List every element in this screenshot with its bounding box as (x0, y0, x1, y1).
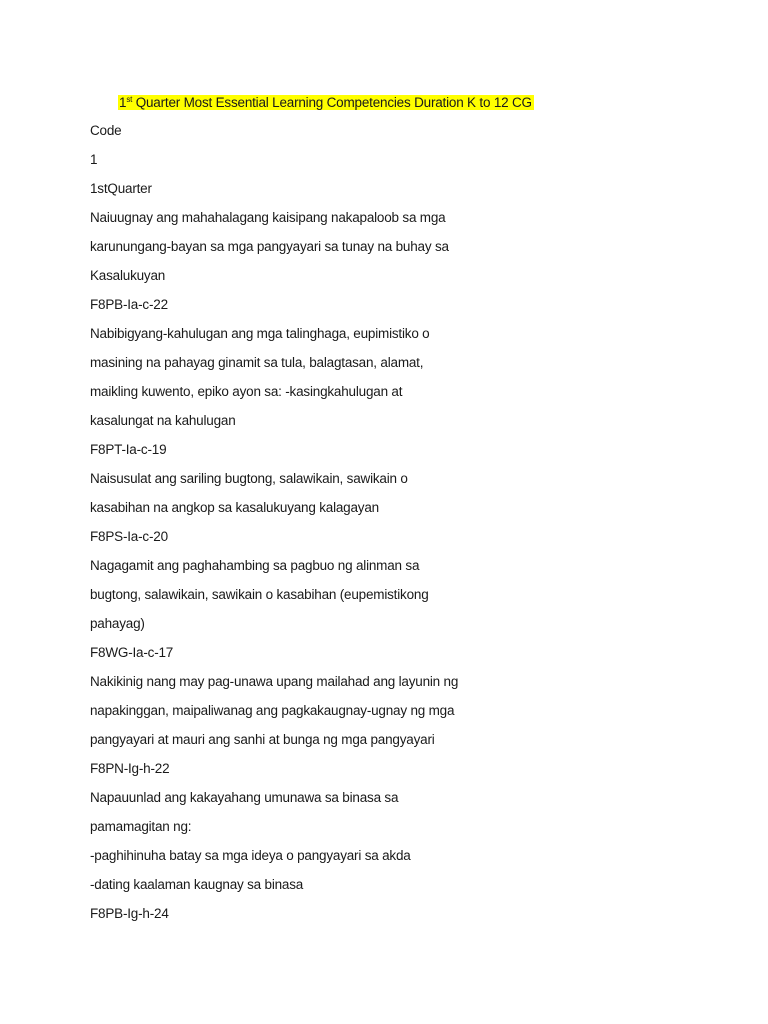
text-line: Nakikinig nang may pag-unawa upang mailahad ang layunin ng (90, 674, 459, 689)
text-line: F8PB-Ig-h-24 (90, 906, 169, 921)
text-line: F8PN-Ig-h-22 (90, 761, 170, 776)
document-body (90, 121, 730, 933)
title-text: Quarter Most Essential Learning Competencies Duration K to 12 CG (132, 95, 532, 110)
text-line: pamamagitan ng: (90, 819, 192, 834)
text-line: Nagagamit ang paghahambing sa pagbuo ng alinman sa (90, 558, 420, 573)
text-line: bugtong, salawikain, sawikain o kasabihan (eupemistikong (90, 587, 429, 602)
text-line: F8PB-Ia-c-22 (90, 297, 168, 312)
text-line: kasabihan na angkop sa kasalukuyang kalagayan (90, 500, 379, 515)
text-line: pahayag) (90, 616, 145, 631)
text-line: napakinggan, maipaliwanag ang pagkakaugnay-ugnay ng mga (90, 703, 455, 718)
text-line: F8WG-Ia-c-17 (90, 645, 174, 660)
text-line: F8PS-Ia-c-20 (90, 529, 168, 544)
text-line: kasalungat na kahulugan (90, 413, 236, 428)
title-ordinal-number: 1 (119, 95, 127, 110)
text-line: pangyayari at mauri ang sanhi at bunga ng mga pangyayari (90, 732, 435, 747)
title-ordinal-suffix: st (126, 95, 133, 104)
text-line: -dating kaalaman kaugnay sa binasa (90, 877, 304, 892)
title-highlight (118, 95, 534, 110)
text-line: 1stQuarter (90, 181, 152, 196)
document-title (118, 92, 534, 114)
text-line: karunungang-bayan sa mga pangyayari sa tunay na buhay sa (90, 239, 449, 254)
text-line: maikling kuwento, epiko ayon sa: -kasingkahulugan at (90, 384, 403, 399)
text-line: Naisusulat ang sariling bugtong, salawikain, sawikain o (90, 471, 408, 486)
text-line: masining na pahayag ginamit sa tula, balagtasan, alamat, (90, 355, 424, 370)
text-line: Kasalukuyan (90, 268, 166, 283)
text-line: Naiuugnay ang mahahalagang kaisipang nakapaloob sa mga (90, 210, 446, 225)
text-line: -paghihinuha batay sa mga ideya o pangyayari sa akda (90, 848, 411, 863)
text-line: Napauunlad ang kakayahang umunawa sa binasa sa (90, 790, 399, 805)
text-line: F8PT-Ia-c-19 (90, 442, 167, 457)
text-line: 1 (90, 152, 98, 167)
text-line: Code (90, 123, 122, 138)
text-line: Nabibigyang-kahulugan ang mga talinghaga, eupimistiko o (90, 326, 430, 341)
